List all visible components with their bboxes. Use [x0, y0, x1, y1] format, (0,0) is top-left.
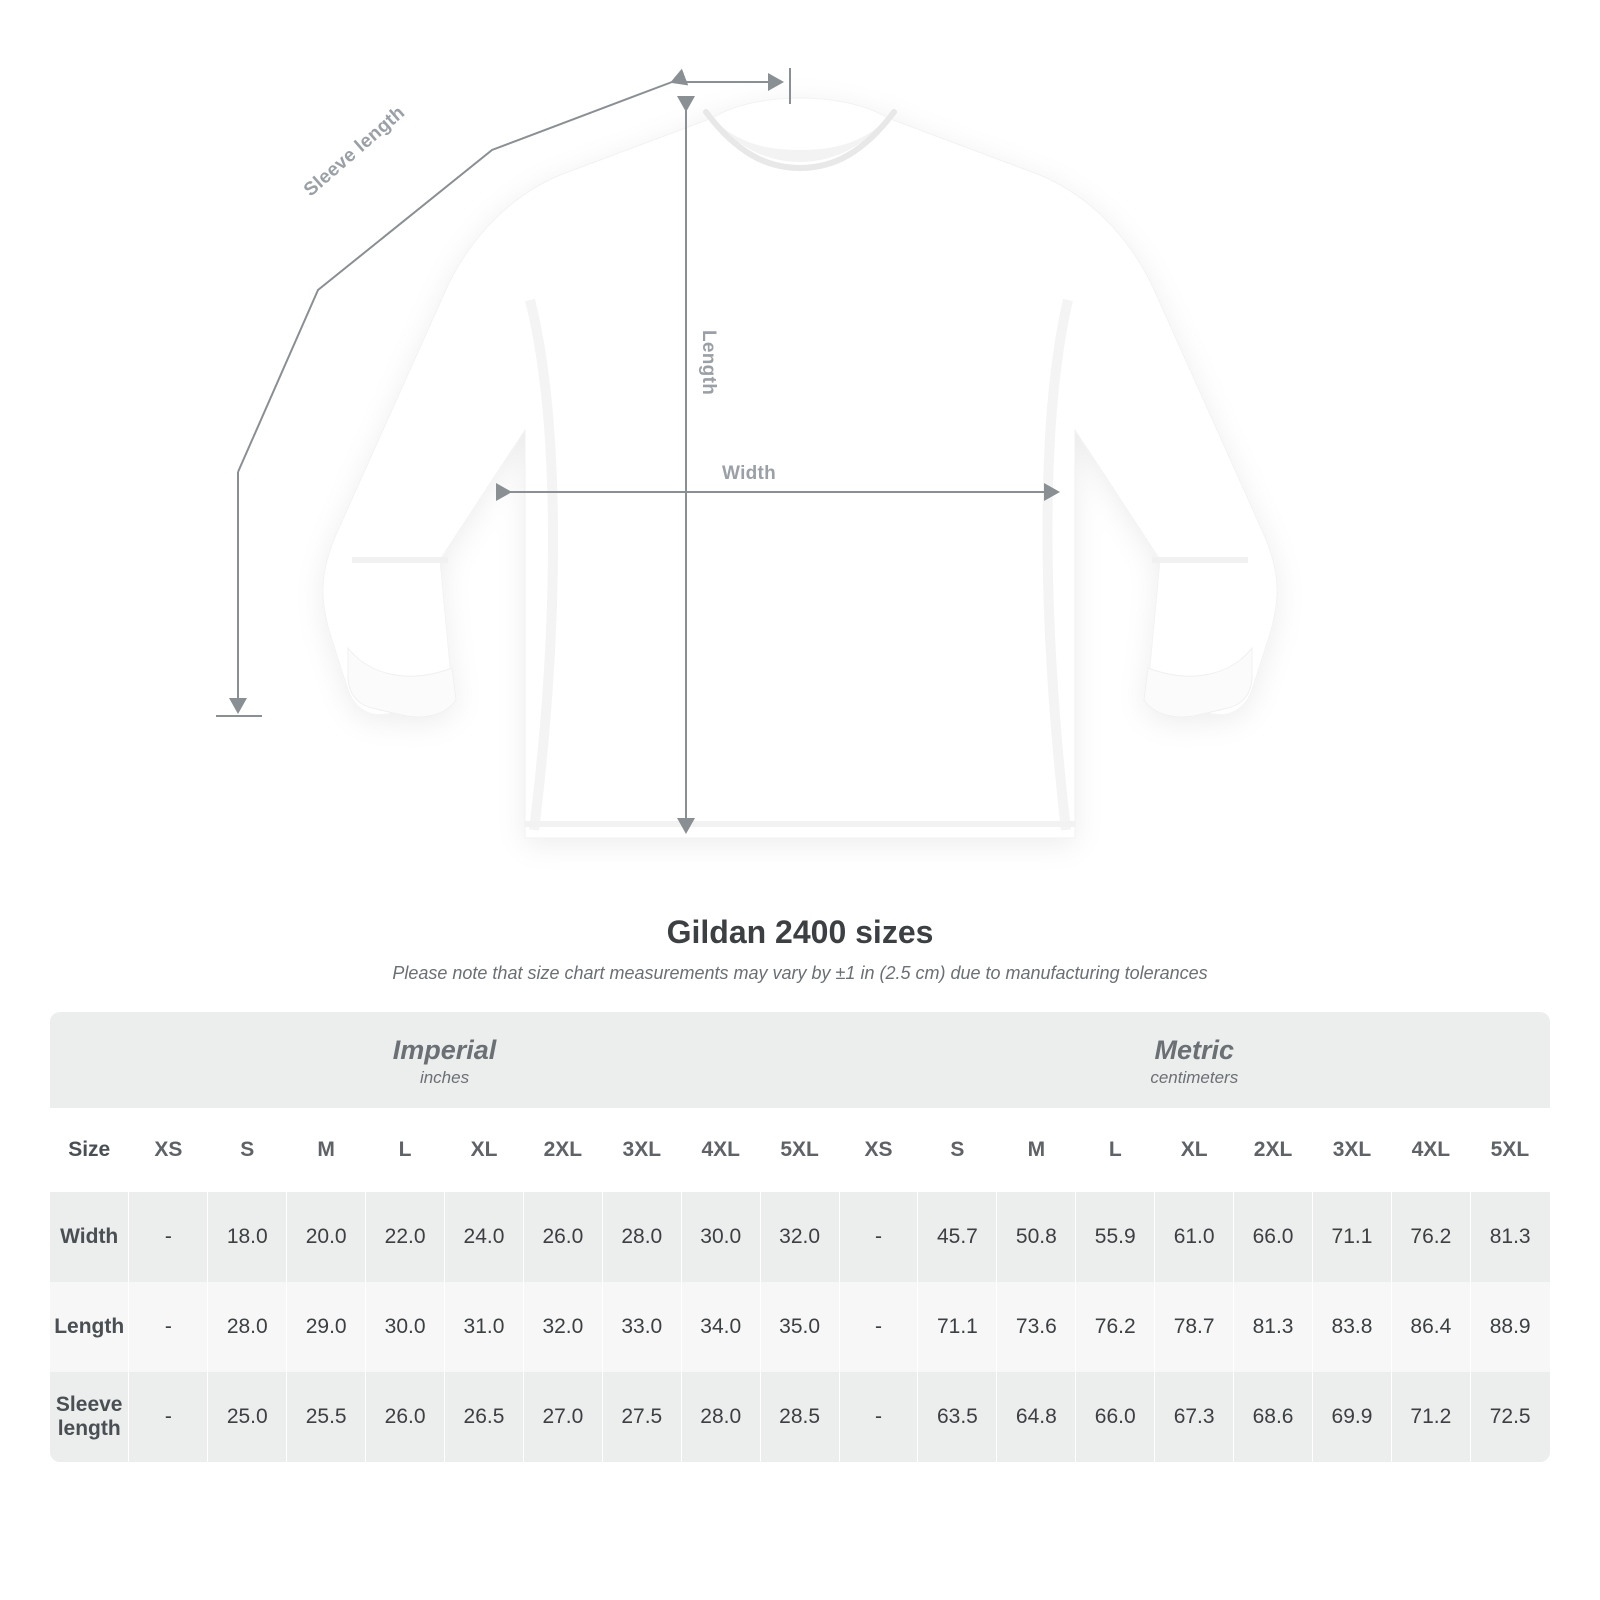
cell-metric: -	[839, 1192, 918, 1282]
cell-metric: 81.3	[1234, 1282, 1313, 1372]
cell-imperial: 26.0	[366, 1372, 445, 1462]
table-row	[50, 1192, 1550, 1282]
cell-imperial: 30.0	[681, 1192, 760, 1282]
size-header-row	[50, 1108, 1550, 1192]
cell-metric: 45.7	[918, 1192, 997, 1282]
row-label: Length	[50, 1282, 129, 1372]
size-header-metric-3xl: 3XL	[1313, 1108, 1392, 1192]
cell-imperial: 31.0	[445, 1282, 524, 1372]
cell-imperial: 18.0	[208, 1192, 287, 1282]
size-header-metric-s: S	[918, 1108, 997, 1192]
size-chart-body	[50, 1192, 1550, 1462]
cell-metric: 81.3	[1470, 1192, 1549, 1282]
cell-imperial: 35.0	[760, 1282, 839, 1372]
unit-name-metric: Metric	[1154, 1035, 1235, 1065]
cell-imperial: 32.0	[760, 1192, 839, 1282]
cell-metric: 66.0	[1076, 1372, 1155, 1462]
size-header-imperial-2xl: 2XL	[523, 1108, 602, 1192]
cell-metric: 66.0	[1234, 1192, 1313, 1282]
cell-metric: 72.5	[1470, 1372, 1549, 1462]
unit-name-imperial: Imperial	[392, 1035, 497, 1065]
size-header-imperial-xs: XS	[129, 1108, 208, 1192]
cell-imperial: 27.5	[602, 1372, 681, 1462]
size-header-imperial-s: S	[208, 1108, 287, 1192]
size-header-imperial-l: L	[366, 1108, 445, 1192]
width-label: Width	[722, 463, 777, 484]
cell-imperial: -	[129, 1282, 208, 1372]
cell-metric: 73.6	[997, 1282, 1076, 1372]
size-chart-table-wrap	[50, 1012, 1550, 1462]
cell-imperial: 32.0	[523, 1282, 602, 1372]
cell-imperial: 28.5	[760, 1372, 839, 1462]
cell-metric: 64.8	[997, 1372, 1076, 1462]
size-header-imperial-m: M	[287, 1108, 366, 1192]
cell-imperial: 26.5	[445, 1372, 524, 1462]
size-header-metric-m: M	[997, 1108, 1076, 1192]
cell-metric: 71.1	[1313, 1192, 1392, 1282]
cell-metric: 69.9	[1313, 1372, 1392, 1462]
unit-sub-metric: centimeters	[1150, 1067, 1239, 1087]
length-label: Length	[698, 330, 719, 396]
cell-imperial: 28.0	[602, 1192, 681, 1282]
page-title: Gildan 2400 sizes	[666, 914, 934, 950]
size-header-metric-4xl: 4XL	[1391, 1108, 1470, 1192]
size-header-metric-l: L	[1076, 1108, 1155, 1192]
row-label: Sleeve length	[50, 1372, 129, 1462]
cell-imperial: 30.0	[366, 1282, 445, 1372]
size-header-imperial-xl: XL	[445, 1108, 524, 1192]
sleeve-length-label: Sleeve length	[300, 102, 410, 201]
cell-imperial: 29.0	[287, 1282, 366, 1372]
cell-metric: 50.8	[997, 1192, 1076, 1282]
cell-imperial: 34.0	[681, 1282, 760, 1372]
size-header-metric-xl: XL	[1155, 1108, 1234, 1192]
cell-metric: -	[839, 1372, 918, 1462]
cell-imperial: 33.0	[602, 1282, 681, 1372]
cell-imperial: 28.0	[681, 1372, 760, 1462]
size-header-imperial-3xl: 3XL	[602, 1108, 681, 1192]
table-row	[50, 1282, 1550, 1372]
cell-metric: 63.5	[918, 1372, 997, 1462]
cell-imperial: 28.0	[208, 1282, 287, 1372]
cell-imperial: -	[129, 1372, 208, 1462]
cell-metric: 83.8	[1313, 1282, 1392, 1372]
cell-metric: 67.3	[1155, 1372, 1234, 1462]
size-chart-table	[50, 1012, 1550, 1462]
unit-header-row	[50, 1012, 1550, 1108]
cell-metric: 76.2	[1391, 1192, 1470, 1282]
cell-metric: 71.1	[918, 1282, 997, 1372]
cell-metric: -	[839, 1282, 918, 1372]
cell-imperial: 20.0	[287, 1192, 366, 1282]
cell-metric: 71.2	[1391, 1372, 1470, 1462]
cell-imperial: 27.0	[523, 1372, 602, 1462]
cell-imperial: 25.5	[287, 1372, 366, 1462]
size-header-metric-xs: XS	[839, 1108, 918, 1192]
title-block	[0, 914, 1600, 984]
cell-metric: 88.9	[1470, 1282, 1549, 1372]
cell-metric: 55.9	[1076, 1192, 1155, 1282]
cell-imperial: 26.0	[523, 1192, 602, 1282]
table-row	[50, 1372, 1550, 1462]
size-header-imperial-5xl: 5XL	[760, 1108, 839, 1192]
unit-header-imperial	[50, 1012, 839, 1108]
cell-imperial: -	[129, 1192, 208, 1282]
cell-metric: 61.0	[1155, 1192, 1234, 1282]
unit-sub-imperial: inches	[419, 1067, 470, 1087]
size-header-imperial-4xl: 4XL	[681, 1108, 760, 1192]
cell-metric: 68.6	[1234, 1372, 1313, 1462]
cell-imperial: 25.0	[208, 1372, 287, 1462]
shirt-shape	[323, 98, 1277, 838]
page-subtitle: Please note that size chart measurements may vary by ±1 in (2.5 cm) due to manufacturing tolerances	[392, 963, 1208, 983]
cell-imperial: 24.0	[445, 1192, 524, 1282]
size-header-metric-2xl: 2XL	[1234, 1108, 1313, 1192]
cell-metric: 86.4	[1391, 1282, 1470, 1372]
cell-imperial: 22.0	[366, 1192, 445, 1282]
unit-header-metric	[839, 1012, 1549, 1108]
cell-metric: 78.7	[1155, 1282, 1234, 1372]
size-header-label: Size	[50, 1108, 129, 1192]
row-label: Width	[50, 1192, 129, 1282]
cell-metric: 76.2	[1076, 1282, 1155, 1372]
size-header-metric-5xl: 5XL	[1470, 1108, 1549, 1192]
